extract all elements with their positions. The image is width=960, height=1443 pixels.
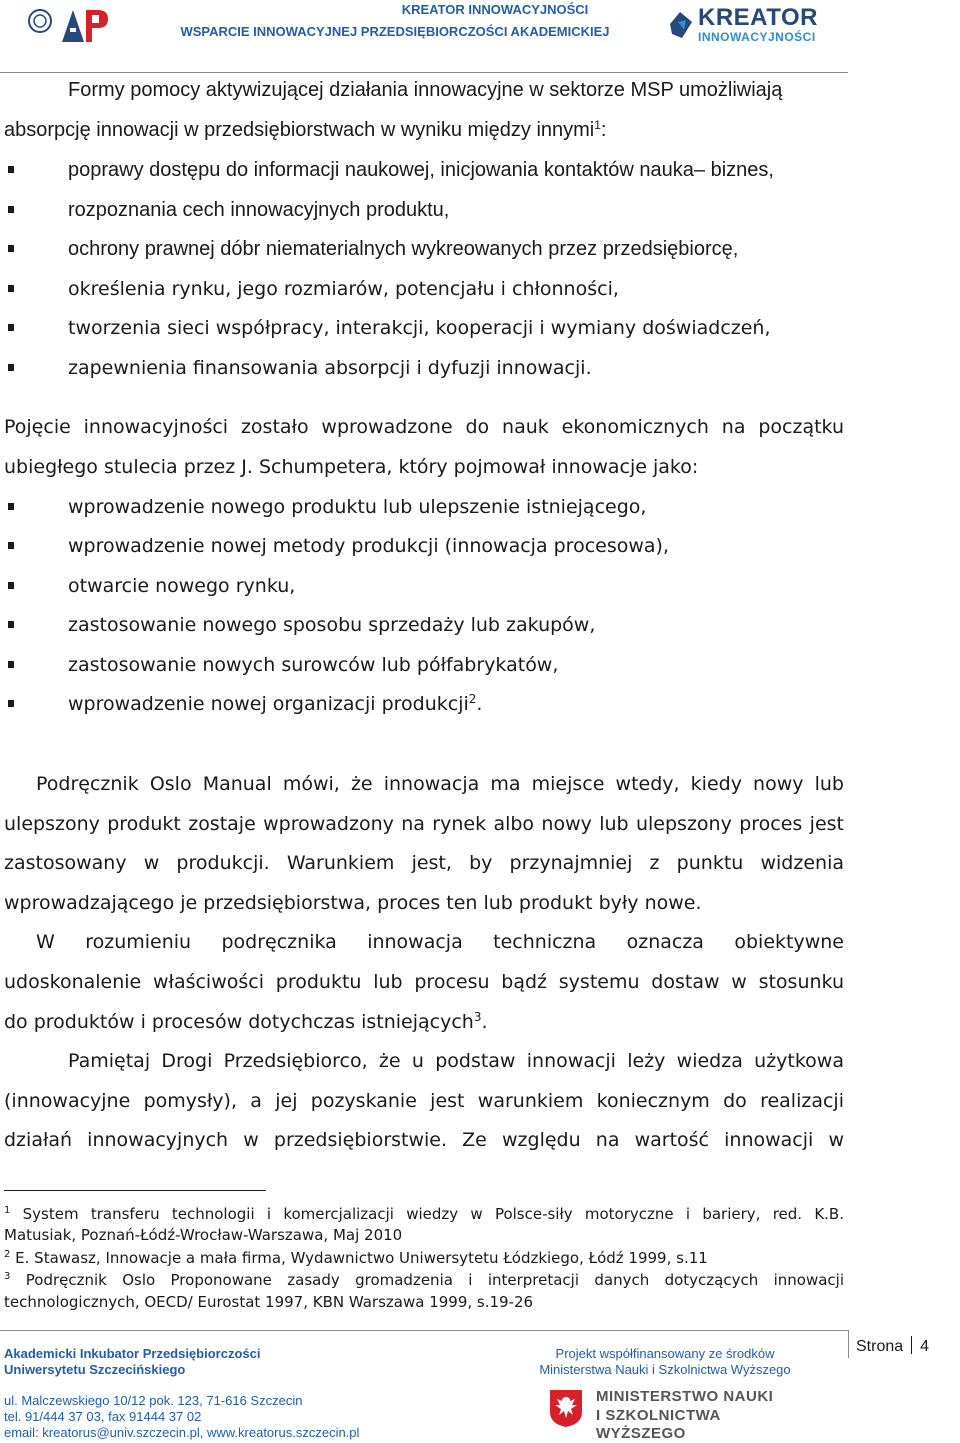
footnote-3-line1: [4, 1270, 844, 1291]
header-divider: [0, 72, 848, 73]
list-item-text: wprowadzenie nowej organizacji produkcji: [68, 693, 469, 715]
list-item: [4, 689, 848, 719]
footer-org-line1: Akademicki Inkubator Przedsiębiorczości: [4, 1346, 261, 1361]
footer-divider-vertical: [848, 1330, 849, 1358]
list-item: otwarcie nowego rynku,: [68, 575, 296, 597]
page-separator: [911, 1336, 912, 1354]
kreator-logo: [668, 6, 836, 46]
header-title-line1: KREATOR INNOWACYJNOŚCI: [401, 2, 589, 17]
footnote-text: Podręcznik Oslo Proponowane zasady gromadzenia i interpretacji danych dotyczących innowacji: [25, 1271, 844, 1289]
para3-line2: ulepszony produkt zostaje wprowadzony na rynek albo nowy lub ulepszony proces jest: [4, 813, 844, 835]
page-label: Strona: [856, 1338, 904, 1355]
intro-line2-text: absorpcję innowacji w przedsiębiorstwach w wyniku między innymi: [4, 119, 595, 141]
para2-line2: ubiegłego stulecia przez J. Schumpetera, który pojmował innowacje jako:: [4, 456, 699, 478]
para4-line1: W rozumieniu podręcznika innowacja techniczna oznacza obiektywne: [36, 931, 844, 953]
list-item: zastosowanie nowego sposobu sprzedaży lub zakupów,: [68, 614, 596, 636]
footnote-number: 3: [4, 1271, 11, 1282]
ministry-line1: MINISTERSTWO NAUKI: [596, 1388, 774, 1405]
para5-line3: działań innowacyjnych w przedsiębiorstwie. Ze względu na wartość innowacji w: [4, 1129, 844, 1151]
kreator-logo-main: KREATOR: [698, 4, 818, 31]
ministry-line2: I SZKOLNICTWA WYŻSZEGO: [596, 1407, 721, 1442]
footer-project-line2: Ministerstwa Nauki i Szkolnictwa Wyższego: [539, 1362, 791, 1377]
footer-divider: [0, 1330, 848, 1331]
footnote-1-line2: Matusiak, Poznań-Łódź-Wrocław-Warszawa, Maj 2010: [4, 1226, 403, 1244]
header-title-line2: WSPARCIE INNOWACYJNEJ PRZEDSIĘBIORCZOŚCI AKADEMICKIEJ: [180, 24, 610, 39]
footnote-ref-1: 1: [594, 118, 601, 132]
para2-line1: Pojęcie innowacyjności zostało wprowadzone do nauk ekonomicznych na początku: [4, 416, 844, 438]
footnote-text: E. Stawasz, Innowacje a mała firma, Wydawnictwo Uniwersytetu Łódzkiego, Łódź 1999, s.11: [15, 1249, 708, 1267]
list-item: rozpoznania cech innowacyjnych produktu,: [68, 199, 450, 221]
list-item: wprowadzenie nowej metody produkcji (innowacja procesowa),: [68, 535, 669, 557]
ministry-logo: [548, 1386, 788, 1442]
aip-logo: [26, 4, 112, 46]
list-item: zastosowanie nowych surowców lub półfabrykatów,: [68, 654, 559, 676]
page-number: 4: [920, 1338, 930, 1355]
para3-line3: zastosowany w produkcji. Warunkiem jest, by przynajmniej z punktu widzenia: [4, 852, 844, 874]
para5-line2: (innowacyjne pomysły), a jej pozyskanie jest warunkiem koniecznym do realizacji: [4, 1090, 844, 1112]
footer-org-line2: Uniwersytetu Szczecińskiego: [4, 1362, 186, 1377]
para3-line4: wprowadzającego je przedsiębiorstwa, proces ten lub produkt były nowe.: [4, 892, 702, 914]
footnote-ref-3: 3: [473, 1010, 482, 1024]
footer-phone: tel. 91/444 37 03, fax 91444 37 02: [4, 1409, 202, 1424]
para5-line1: Pamiętaj Drogi Przedsiębiorco, że u podstaw innowacji leży wiedza użytkowa: [68, 1050, 844, 1072]
para4-line3-end: .: [481, 1011, 488, 1033]
list-item-end: .: [476, 693, 483, 715]
footnote-2: [4, 1248, 844, 1269]
aip-logo-icon: [26, 4, 112, 46]
list-item: zapewnienia finansowania absorpcji i dyfuzji innowacji.: [68, 357, 592, 379]
footnote-1-line1: [4, 1204, 844, 1225]
footnote-divider: [4, 1190, 266, 1191]
footnote-ref-2: 2: [468, 692, 477, 706]
list-item: ochrony prawnej dóbr niematerialnych wykreowanych przez przedsiębiorcę,: [68, 238, 739, 260]
footer-email[interactable]: email: kreatorus@univ.szczecin.pl, www.kreatorus.szczecin.pl: [4, 1425, 360, 1440]
kreator-logo-sub: INNOWACYJNOŚCI: [698, 30, 816, 44]
list-item: określenia rynku, jego rozmiarów, potencjału i chłonności,: [68, 278, 619, 300]
para4-line3: [4, 1007, 844, 1037]
para4-line2: udoskonalenie właściwości produktu lub procesu bądź systemu dostaw w stosunku: [4, 971, 844, 993]
list-item: poprawy dostępu do informacji naukowej, inicjowania kontaktów nauka– biznes,: [68, 159, 774, 181]
para3-line1: Podręcznik Oslo Manual mówi, że innowacja ma miejsce wtedy, kiedy nowy lub: [36, 773, 844, 795]
intro-line1: Formy pomocy aktywizującej działania innowacyjne w sektorze MSP umożliwiają: [68, 79, 783, 101]
kreator-logo-icon: [668, 8, 694, 42]
footnote-number: 1: [4, 1205, 11, 1216]
intro-line2-end: :: [600, 119, 607, 141]
para4-line3-text: do produktów i procesów dotychczas istniejących: [4, 1011, 474, 1033]
footer-project-line1: Projekt współfinansowany ze środków: [555, 1346, 775, 1361]
intro-line2: [4, 115, 844, 145]
list-item: tworzenia sieci współpracy, interakcji, kooperacji i wymiany doświadczeń,: [68, 317, 771, 339]
footnote-number: 2: [4, 1249, 11, 1260]
footnote-3-line2: technologicznych, OECD/ Eurostat 1997, KBN Warszawa 1999, s.19-26: [4, 1293, 534, 1311]
page-indicator: [856, 1336, 929, 1356]
footer-address: ul. Malczewskiego 10/12 pok. 123, 71-616 Szczecin: [4, 1393, 303, 1408]
list-item: wprowadzenie nowego produktu lub ulepszenie istniejącego,: [68, 496, 647, 518]
polish-eagle-icon: [548, 1388, 584, 1428]
footnote-text: System transferu technologii i komercjalizacji wiedzy w Polsce-siły motoryczne i bariery, red. K.B.: [22, 1205, 844, 1223]
